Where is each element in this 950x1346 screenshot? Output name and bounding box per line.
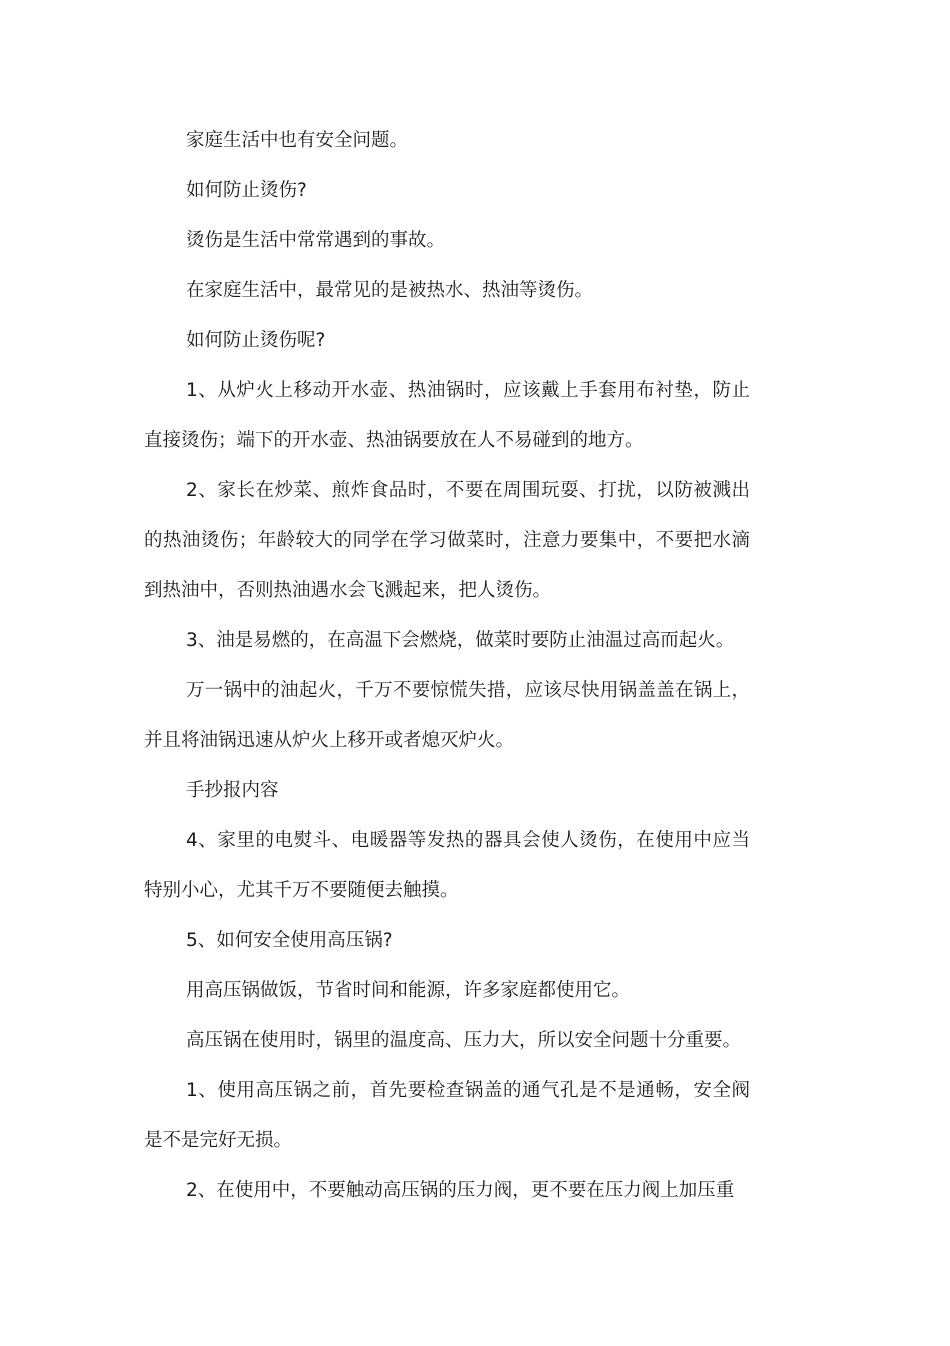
paragraph-pressure-cooker-intro: 用高压锅做饭，节省时间和能源，许多家庭都使用它。: [186, 980, 631, 1001]
paragraph-oil-fire: 万一锅中的油起火，千万不要惊慌失措，应该尽快用锅盖盖在锅上，并且将油锅迅速从炉火上移开或者熄灭炉火。: [144, 680, 750, 751]
paragraph-pressure-cooker-safety: 高压锅在使用时，锅里的温度高、压力大，所以安全问题十分重要。: [186, 1030, 742, 1051]
document-body: [144, 116, 750, 1216]
paragraph-burns-common: 烫伤是生活中常常遇到的事故。: [186, 230, 446, 251]
paragraph-item-2: 2、家长在炒菜、煎炸食品时，不要在周围玩耍、打扰，以防被溅出的热油烫伤；年龄较大的同学在学习做菜时，注意力要集中，不要把水滴到热油中，否则热油遇水会飞溅起来，把人烫伤。: [144, 480, 750, 601]
paragraph-item-1: 1、从炉火上移动开水壶、热油锅时，应该戴上手套用布衬垫，防止直接烫伤；端下的开水壶、热油锅要放在人不易碰到的地方。: [144, 380, 750, 451]
paragraph-item-5: 5、如何安全使用高压锅?: [186, 930, 393, 951]
paragraph-question-burns: 如何防止烫伤?: [186, 180, 307, 201]
paragraph-item-4: 4、家里的电熨斗、电暖器等发热的器具会使人烫伤，在使用中应当特别小心，尤其千万不要随便去触摸。: [144, 830, 750, 901]
paragraph-intro: 家庭生活中也有安全问题。: [186, 130, 409, 151]
paragraph-question-prevent: 如何防止烫伤呢?: [186, 330, 326, 351]
paragraph-burns-home: 在家庭生活中，最常见的是被热水、热油等烫伤。: [186, 280, 594, 301]
paragraph-cooker-item-1: 1、使用高压锅之前，首先要检查锅盖的通气孔是不是通畅，安全阀是不是完好无损。: [144, 1080, 750, 1151]
paragraph-cooker-item-2: 2、在使用中，不要触动高压锅的压力阀，更不要在压力阀上加压重: [186, 1180, 735, 1201]
paragraph-item-3: 3、油是易燃的，在高温下会燃烧，做菜时要防止油温过高而起火。: [186, 630, 735, 651]
paragraph-heading-content: 手抄报内容: [186, 780, 279, 801]
